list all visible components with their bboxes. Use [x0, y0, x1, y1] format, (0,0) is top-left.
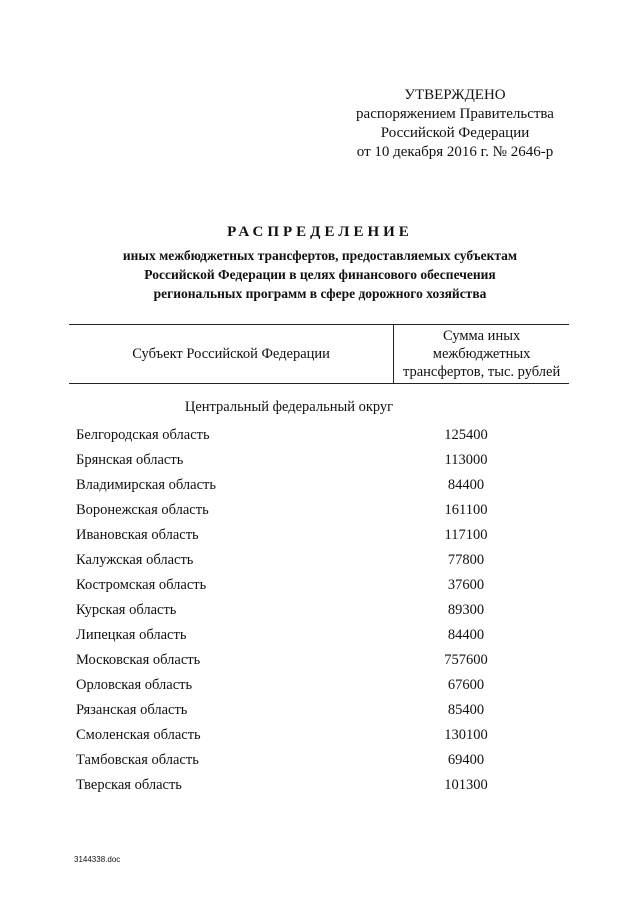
row-subject: Рязанская область [76, 702, 188, 718]
row-subject: Курская область [76, 602, 177, 618]
table-row [76, 523, 546, 548]
table-row [76, 598, 546, 623]
table-row [76, 748, 546, 773]
row-subject: Калужская область [76, 552, 194, 568]
row-sum: 117100 [444, 527, 488, 543]
approval-title: УТВЕРЖДЕНО [404, 87, 506, 103]
approval-stamp [344, 86, 566, 162]
row-subject: Московская область [76, 652, 201, 668]
table-row [76, 623, 546, 648]
distribution-table-header [69, 324, 569, 384]
table-row [76, 648, 546, 673]
row-subject: Владимирская область [76, 477, 216, 493]
document-title: РАСПРЕДЕЛЕНИЕ [227, 224, 413, 240]
row-sum: 77800 [447, 552, 485, 568]
document-subtitle-line-1: иных межбюджетных трансфертов, предоставляемых субъектам [122, 248, 518, 263]
row-sum: 67600 [447, 677, 485, 693]
row-subject: Ивановская область [76, 527, 199, 543]
column-header-sum [394, 325, 569, 384]
document-subtitle-line-3: региональных программ в сфере дорожного хозяйства [153, 286, 487, 301]
row-sum: 89300 [447, 602, 485, 618]
district-heading: Центральный федеральный округ [184, 399, 394, 415]
column-header-sum-line-3: трансфертов, тыс. рублей [402, 364, 561, 380]
row-sum: 84400 [447, 627, 485, 643]
row-sum: 130100 [444, 727, 488, 743]
document-heading [0, 224, 640, 303]
column-header-subject: Субъект Российской Федерации [69, 325, 394, 384]
table-row [76, 473, 546, 498]
table-header-row [69, 325, 569, 384]
table-row [76, 698, 546, 723]
table-row [76, 423, 546, 448]
row-subject: Тамбовская область [76, 752, 199, 768]
row-sum: 37600 [447, 577, 485, 593]
table-row [76, 673, 546, 698]
approval-date-number: от 10 декабря 2016 г. № 2646-р [356, 144, 554, 160]
row-subject: Брянская область [76, 452, 184, 468]
table-body [76, 423, 546, 798]
row-subject: Костромская область [76, 577, 207, 593]
row-subject: Воронежская область [76, 502, 209, 518]
row-subject: Белгородская область [76, 427, 210, 443]
row-subject: Орловская область [76, 677, 193, 693]
row-sum: 161100 [444, 502, 488, 518]
row-sum: 85400 [447, 702, 485, 718]
approval-authority: распоряжением Правительства [356, 106, 554, 122]
column-header-sum-line-1: Сумма иных [443, 328, 521, 344]
table-row [76, 498, 546, 523]
document-subtitle-line-2: Российской Федерации в целях финансового обеспечения [144, 267, 496, 282]
table-row [76, 573, 546, 598]
row-subject: Смоленская область [76, 727, 201, 743]
row-sum: 113000 [444, 452, 488, 468]
document-file-id: 3144338.doc [74, 855, 121, 864]
table-row [76, 723, 546, 748]
table-row [76, 448, 546, 473]
row-sum: 757600 [444, 652, 488, 668]
column-header-sum-line-2: межбюджетных [432, 346, 531, 362]
table-row [76, 773, 546, 798]
row-sum: 69400 [447, 752, 485, 768]
table-row [76, 548, 546, 573]
row-sum: 101300 [444, 777, 488, 793]
row-sum: 84400 [447, 477, 485, 493]
approval-country: Российской Федерации [380, 125, 530, 141]
row-subject: Липецкая область [76, 627, 187, 643]
row-subject: Тверская область [76, 777, 182, 793]
row-sum: 125400 [444, 427, 488, 443]
